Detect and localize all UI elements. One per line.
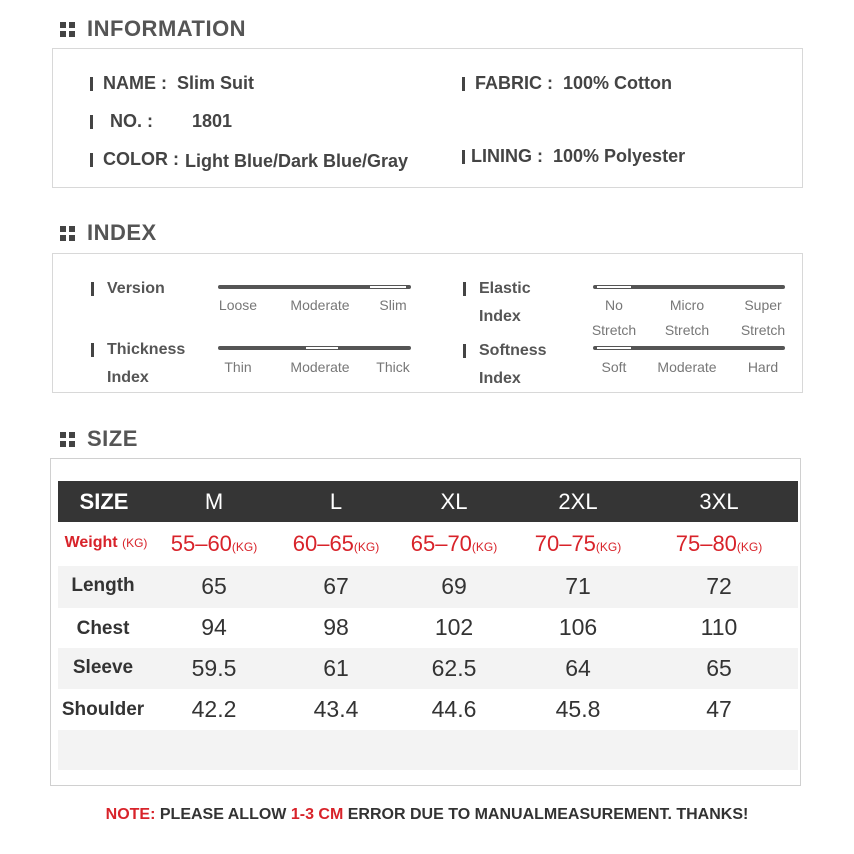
note-prefix: NOTE: [105, 806, 156, 823]
weight-value: 75–80 [675, 531, 737, 556]
thickness-tick: Moderate [290, 359, 350, 375]
weight-cell [411, 531, 498, 557]
info-lining-label: LINING : [471, 146, 543, 166]
version-label [107, 275, 165, 303]
softness-tick: Moderate [657, 359, 717, 375]
row-label: Sleeve [72, 657, 134, 678]
elastic-tick: Stretch [740, 322, 786, 338]
measurement-note [0, 806, 854, 824]
info-fabric-value: 100% Cotton [563, 73, 673, 93]
info-name-value: Slim Suit [177, 73, 255, 93]
table-cell: 61 [323, 655, 349, 681]
version-label-text: Version [107, 280, 165, 297]
weight-unit: (KG) [353, 540, 380, 554]
bar-marker [462, 150, 465, 164]
note-text-2: ERROR DUE TO MANUALMEASUREMENT. THANKS! [347, 806, 749, 823]
weight-unit: (KG) [595, 540, 622, 554]
elastic-tick: Stretch [664, 322, 710, 338]
table-cell: 102 [434, 614, 474, 640]
header-cell-l: L [329, 489, 343, 514]
header-cell-2xl: 2XL [558, 489, 598, 514]
table-cell: 62.5 [431, 655, 477, 681]
weight-label-cell [65, 534, 148, 552]
grid-icon [60, 432, 75, 447]
info-color [90, 147, 408, 172]
row-label: Chest [76, 618, 130, 639]
softness-label-text-1: Softness [479, 342, 547, 359]
table-cell: 44.6 [431, 696, 477, 722]
softness-selected-marker [597, 347, 631, 349]
weight-cell [171, 531, 258, 557]
table-cell: 67 [323, 573, 349, 599]
version-tick: Moderate [290, 297, 350, 313]
thickness-tick: Thick [376, 359, 410, 375]
table-cell: 47 [706, 696, 732, 722]
grid-icon [60, 226, 75, 241]
header-cell-m: M [204, 489, 224, 514]
bar-marker [90, 153, 93, 167]
weight-unit: (KG) [231, 540, 258, 554]
weight-cell [293, 531, 380, 557]
table-cell: 106 [558, 614, 598, 640]
info-lining [462, 146, 685, 167]
information-title: INFORMATION [87, 16, 247, 41]
header-cell-xl: XL [440, 489, 468, 514]
table-row-length [58, 566, 798, 608]
elastic-label [479, 275, 531, 331]
elastic-tick: No [605, 297, 623, 313]
softness-label [479, 337, 547, 393]
table-row-weight [58, 524, 798, 566]
thickness-tick: Thin [224, 359, 252, 375]
table-cell: 69 [441, 573, 467, 599]
info-name [90, 73, 254, 94]
bar-marker [90, 115, 93, 129]
info-name-label: NAME : [103, 73, 167, 93]
info-fabric-label: FABRIC : [475, 73, 553, 93]
thickness-selected-marker [306, 347, 338, 349]
table-cell: 43.4 [313, 696, 359, 722]
index-title: INDEX [87, 220, 157, 245]
info-color-label: COLOR : [103, 149, 179, 169]
table-row-chest [58, 608, 798, 648]
bar-marker [462, 77, 465, 91]
weight-value: 55–60 [170, 531, 232, 556]
elastic-selected-marker [597, 286, 631, 288]
table-cell: 94 [201, 614, 227, 640]
size-heading [60, 426, 138, 452]
row-label: Shoulder [61, 699, 145, 720]
size-title: SIZE [87, 426, 138, 451]
note-text-1: PLEASE ALLOW [159, 806, 287, 823]
weight-label: Weight [64, 534, 118, 551]
elastic-tick: Stretch [591, 322, 637, 338]
weight-value: 70–75 [534, 531, 596, 556]
grid-icon [60, 22, 75, 37]
info-no-value: 1801 [192, 111, 233, 131]
information-heading [60, 16, 246, 42]
table-cell: 98 [323, 614, 349, 640]
table-row-sleeve [58, 648, 798, 689]
table-cell: 45.8 [555, 696, 601, 722]
bar-marker [91, 343, 94, 357]
weight-value: 60–65 [292, 531, 354, 556]
softness-tick: Hard [747, 359, 779, 375]
header-cell-3xl: 3XL [699, 489, 739, 514]
thickness-label [107, 336, 185, 392]
thickness-label-text-1: Thickness [107, 341, 186, 358]
elastic-tick: Micro [669, 297, 705, 313]
header-cell-size: SIZE [79, 489, 129, 514]
elastic-tick: Super [744, 297, 782, 313]
version-selected-marker [370, 286, 406, 288]
weight-unit: (KG) [471, 540, 498, 554]
thickness-label-text-2: Index [107, 369, 149, 386]
table-cell: 65 [201, 573, 227, 599]
bar-marker [463, 282, 466, 296]
weight-unit: (KG) [736, 540, 763, 554]
table-cell: 59.5 [191, 655, 237, 681]
info-color-value: Light Blue/Dark Blue/Gray [185, 151, 409, 171]
bar-marker [91, 282, 94, 296]
table-row-shoulder [58, 689, 798, 730]
version-tick: Slim [379, 297, 407, 313]
elastic-label-text-1: Elastic [479, 280, 531, 297]
softness-tick: Soft [601, 359, 627, 375]
table-cell: 110 [700, 614, 738, 640]
bar-marker [463, 344, 466, 358]
weight-value: 65–70 [410, 531, 472, 556]
table-cell: 42.2 [191, 696, 237, 722]
version-tick: Loose [218, 297, 258, 313]
table-cell: 64 [565, 655, 591, 681]
info-no-label: NO. : [110, 111, 153, 131]
weight-unit: (KG) [122, 536, 148, 550]
info-no [90, 111, 232, 132]
info-fabric [462, 73, 672, 94]
table-cell: 71 [565, 573, 591, 599]
info-lining-value: 100% Polyester [553, 146, 686, 166]
size-table-header [58, 481, 798, 522]
weight-cell [676, 531, 763, 557]
softness-label-text-2: Index [479, 370, 521, 387]
row-label: Length [71, 575, 135, 596]
table-cell: 72 [706, 573, 732, 599]
bar-marker [90, 77, 93, 91]
table-cell: 65 [706, 655, 732, 681]
weight-cell [535, 531, 622, 557]
table-row-empty [58, 730, 798, 770]
index-heading [60, 220, 157, 246]
note-highlight: 1-3 CM [290, 806, 344, 823]
elastic-label-text-2: Index [479, 308, 521, 325]
